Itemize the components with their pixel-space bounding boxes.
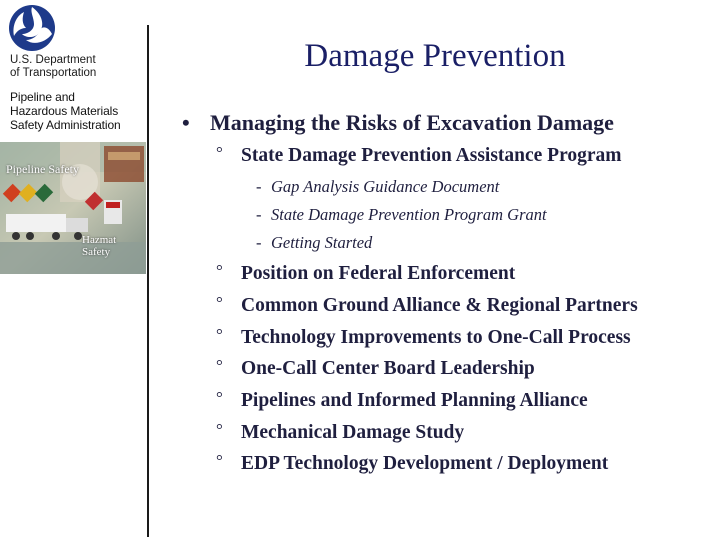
- agency-line-2: Hazardous Materials: [10, 104, 119, 118]
- list-item-text: Pipelines and Informed Planning Alliance: [241, 390, 588, 411]
- agency-name: [10, 90, 121, 132]
- dept-line-1: U.S. Department: [10, 54, 96, 66]
- dash-mark: -: [256, 177, 262, 196]
- sub-list-item: [256, 205, 547, 225]
- list-item: [216, 422, 464, 444]
- sub-bullet-mark: °: [216, 143, 223, 162]
- list-item: [216, 453, 608, 475]
- list-item-text: State Damage Prevention Assistance Program: [241, 145, 622, 166]
- sidebar-divider: [147, 25, 149, 537]
- sub-bullet-mark: °: [216, 451, 223, 470]
- sub-list-item-text: Getting Started: [271, 233, 373, 252]
- sub-bullet-mark: °: [216, 325, 223, 344]
- main-bullet: [182, 110, 614, 136]
- dept-line-2: of Transportation: [10, 67, 97, 79]
- list-item: [216, 263, 515, 285]
- list-item-text: Mechanical Damage Study: [241, 422, 465, 443]
- list-item: [216, 295, 638, 317]
- sub-bullet-mark: °: [216, 388, 223, 407]
- sub-list-item: [256, 177, 499, 197]
- photo-collage: [0, 142, 146, 274]
- agency-line-1: Pipeline and: [10, 90, 75, 104]
- sub-bullet-mark: °: [216, 261, 223, 280]
- bullet-mark: •: [182, 110, 190, 135]
- pipeline-safety-label: Pipeline Safety: [6, 162, 79, 176]
- sub-bullet-mark: °: [216, 356, 223, 375]
- list-item-text: Technology Improvements to One-Call Process: [241, 327, 631, 348]
- agency-line-3: Safety Administration: [10, 118, 121, 132]
- sub-bullet-mark: °: [216, 293, 223, 312]
- dash-mark: -: [256, 205, 262, 224]
- dot-logo-icon: [8, 4, 56, 52]
- main-bullet-text: Managing the Risks of Excavation Damage: [210, 110, 614, 135]
- department-name: [10, 54, 96, 80]
- list-item-text: Common Ground Alliance & Regional Partners: [241, 295, 638, 316]
- sub-bullet-mark: °: [216, 420, 223, 439]
- hazmat-safety-label: Hazmat Safety: [82, 234, 117, 258]
- sub-list-item-text: Gap Analysis Guidance Document: [271, 177, 500, 196]
- sub-list-item: [256, 233, 372, 253]
- sub-list-item-text: State Damage Prevention Program Grant: [271, 205, 547, 224]
- list-item-text: Position on Federal Enforcement: [241, 263, 516, 284]
- list-item: [216, 145, 622, 167]
- sidebar: [0, 0, 150, 540]
- list-item: [216, 327, 631, 349]
- list-item: [216, 358, 535, 380]
- slide-title: Damage Prevention: [304, 38, 566, 74]
- list-item-text: EDP Technology Development / Deployment: [241, 453, 609, 474]
- list-item-text: One-Call Center Board Leadership: [241, 358, 535, 379]
- dash-mark: -: [256, 233, 262, 252]
- list-item: [216, 390, 588, 412]
